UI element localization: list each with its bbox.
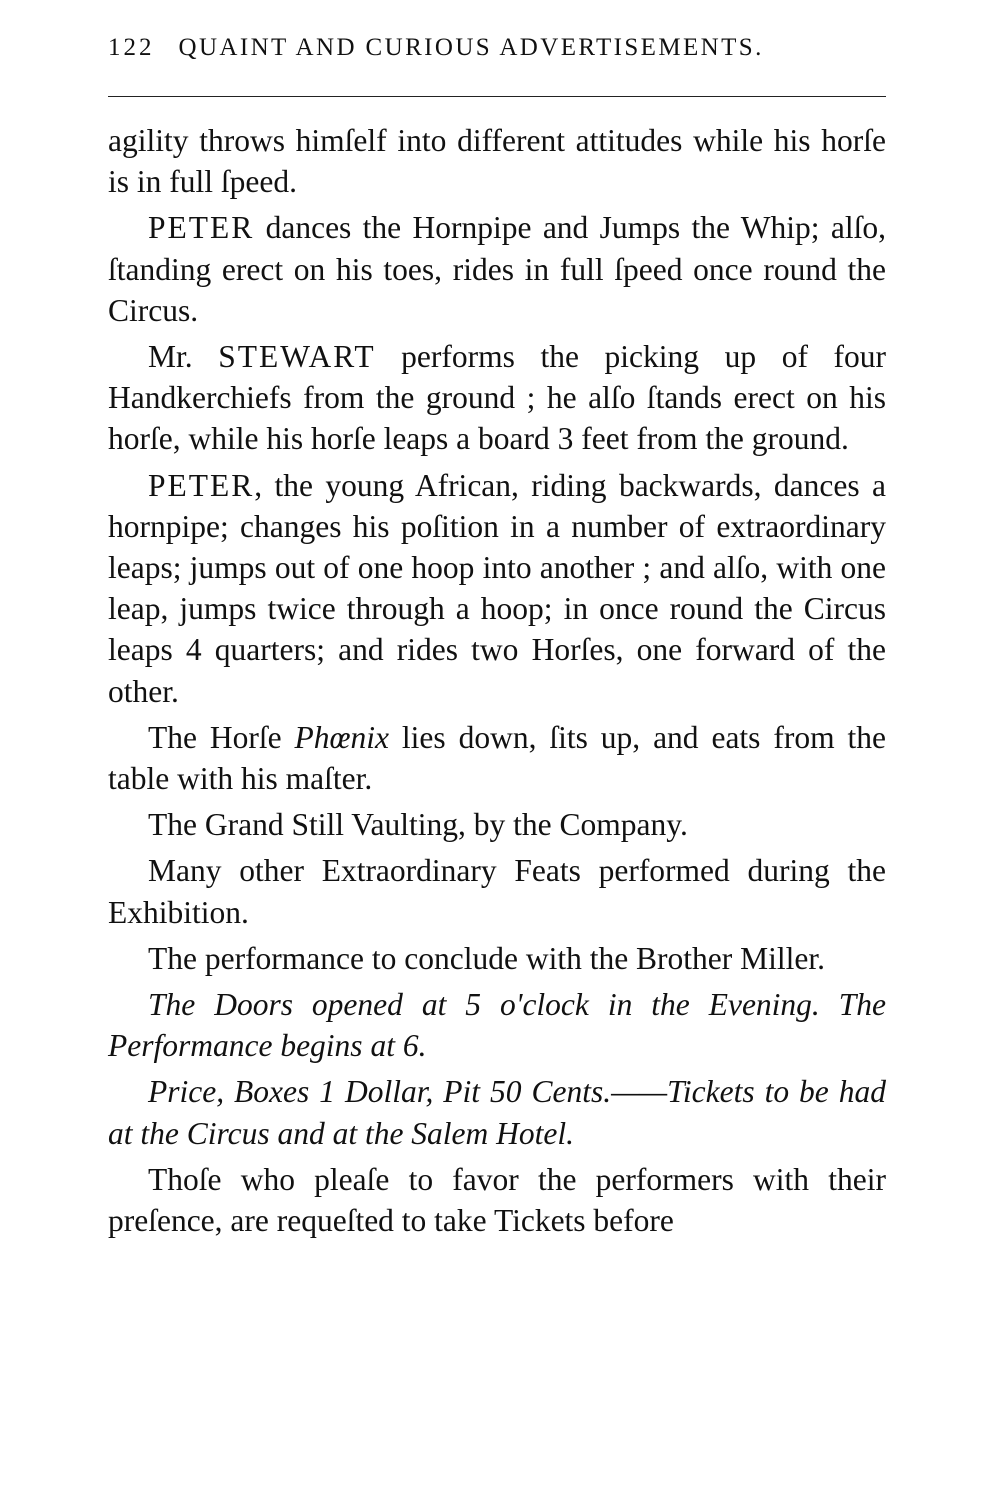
- title-prefix: Mr.: [148, 339, 219, 375]
- paragraph-prices: [108, 1071, 886, 1153]
- running-title: QUAINT AND CURIOUS ADVERTISEMENTS.: [178, 34, 764, 61]
- paragraph-text: dances the Hornpipe and Jumps the Whip; alſo, ſtanding erect on his toes, rides in full ſpeed once round the Circus.: [108, 210, 886, 328]
- header-rule: [108, 96, 886, 97]
- paragraph-tickets-request: Thoſe who pleaſe to favor the performers with their preſence, are requeſted to take Tickets before: [108, 1161, 886, 1239]
- paragraph-agility: agility throws himſelf into different attitudes while his horſe is in full ſpeed.: [108, 123, 886, 200]
- paragraph-stewart: [108, 336, 886, 460]
- paragraph-horse-phoenix: [108, 717, 886, 799]
- paragraph-text-after: lies down, ſits up, and eats from the table with his maſter.: [108, 719, 886, 797]
- price-label: Price: [148, 1074, 217, 1110]
- price-details: , Boxes 1 Dollar, Pit 50 Cents.——Tickets to be had at the Circus and at the Salem Hotel.: [108, 1074, 886, 1151]
- page-number: 122: [108, 34, 155, 61]
- paragraph-other-feats: Many other Extraordinary Feats performed during the Exhibition.: [108, 853, 886, 930]
- performer-name: PETER: [148, 467, 255, 503]
- paragraph-conclusion: The performance to conclude with the Brother Miller.: [148, 940, 826, 976]
- running-header: [108, 34, 886, 62]
- page-body: [108, 120, 886, 1246]
- paragraph-text-before: The Horſe: [148, 719, 295, 755]
- paragraph-text: , the young African, riding backwards, dances a hornpipe; changes his poſition in a number of extraordinary leaps; jumps out of one hoop into another ; and alſo, with one leap, jumps twice through a hoop; in once round the Circus leaps 4 quarters; and rides two Horſes, one forward of the other.: [108, 467, 886, 709]
- paragraph-peter-african: [108, 465, 886, 712]
- doors-time-text: The Doors opened at 5 o'clock in the Evening. The Performance begins at 6.: [108, 987, 886, 1064]
- paragraph-text: performs the picking up of four Handkerchiefs from the ground ; he alſo ſtands erect on his horſe, while his horſe leaps a board 3 feet from the ground.: [108, 339, 887, 457]
- horse-name: Phœnix: [294, 719, 390, 755]
- performer-name: STEWART: [218, 339, 376, 375]
- paragraph-peter-hornpipe: [108, 207, 886, 331]
- paragraph-doors-time: [108, 984, 886, 1066]
- performer-name: PETER: [148, 210, 255, 246]
- paragraph-still-vaulting: The Grand Still Vaulting, by the Company.: [148, 807, 688, 843]
